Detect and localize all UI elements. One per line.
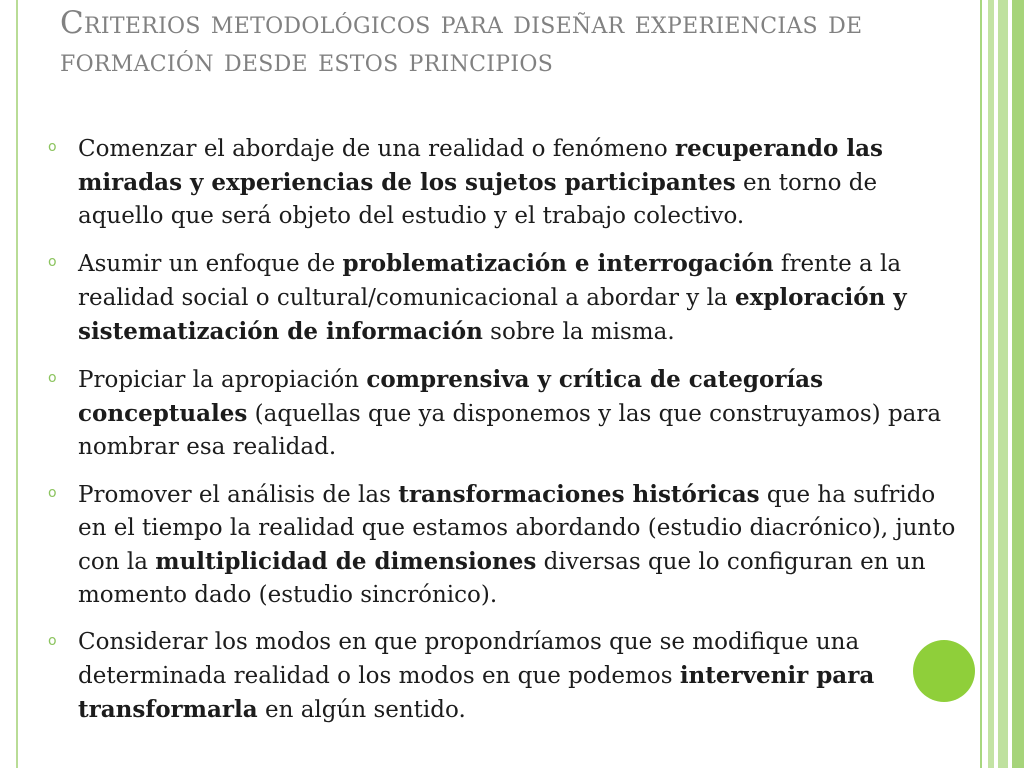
border-stripe bbox=[998, 0, 1008, 768]
bullet-marker: o bbox=[48, 633, 57, 649]
bullet-emphasis-text: multiplicidad de dimensiones bbox=[155, 548, 537, 575]
bullet-marker: o bbox=[48, 485, 57, 501]
bullet-text: frente a la realidad social o cultural/comunicacional a abordar y la bbox=[78, 251, 902, 311]
right-decorative-border bbox=[980, 0, 1024, 768]
bullet-text: que ha sufrido en el tiempo la realidad que estamos abordando (estudio diacrónico), junto con la bbox=[78, 482, 956, 575]
bullet-text: diversas que lo configuran en un momento dado (estudio sincrónico). bbox=[78, 549, 926, 608]
border-stripe bbox=[1012, 0, 1024, 768]
bullet-emphasis-text: problematización e interrogación bbox=[342, 250, 774, 277]
bullet-item bbox=[36, 132, 966, 233]
bullet-marker: o bbox=[48, 370, 57, 386]
bullet-text: en torno de aquello que será objeto del estudio y el trabajo colectivo. bbox=[78, 170, 878, 229]
bullet-emphasis-text: comprensiva y crítica de categorías conceptuales bbox=[78, 366, 824, 427]
bullet-emphasis-text: exploración y sistematización de información bbox=[78, 284, 907, 345]
bullet-text: Propiciar la apropiación bbox=[78, 367, 367, 393]
slide-title: Criterios metodológicos para diseñar experiencias de formación desde estos principios bbox=[60, 5, 863, 79]
left-border-rule bbox=[16, 0, 18, 768]
bullet-emphasis-text: recuperando las miradas y experiencias de los sujetos participantes bbox=[78, 135, 883, 196]
bullet-item bbox=[36, 478, 966, 612]
bullet-item bbox=[36, 626, 966, 727]
decorative-circle bbox=[913, 640, 975, 702]
bullet-item bbox=[36, 363, 966, 464]
bullet-text: sobre la misma. bbox=[482, 319, 675, 345]
bullet-item bbox=[36, 247, 966, 349]
bullet-text: en algún sentido. bbox=[257, 697, 466, 723]
bullet-emphasis-text: intervenir para transformarla bbox=[78, 662, 875, 723]
bullet-marker: o bbox=[48, 139, 57, 155]
bullet-list bbox=[36, 132, 966, 741]
bullet-text: Asumir un enfoque de bbox=[78, 251, 343, 277]
bullet-text: (aquellas que ya disponemos y las que construyamos) para nombrar esa realidad. bbox=[78, 401, 942, 460]
bullet-marker: o bbox=[48, 254, 57, 270]
bullet-text: Considerar los modos en que propondríamos que se modifique una determinada realidad o los modos en que podemos bbox=[78, 629, 860, 689]
bullet-text: Comenzar el abordaje de una realidad o fenómeno bbox=[78, 136, 675, 162]
bullet-text: Promover el análisis de las bbox=[78, 482, 399, 508]
bullet-emphasis-text: transformaciones históricas bbox=[398, 481, 760, 508]
